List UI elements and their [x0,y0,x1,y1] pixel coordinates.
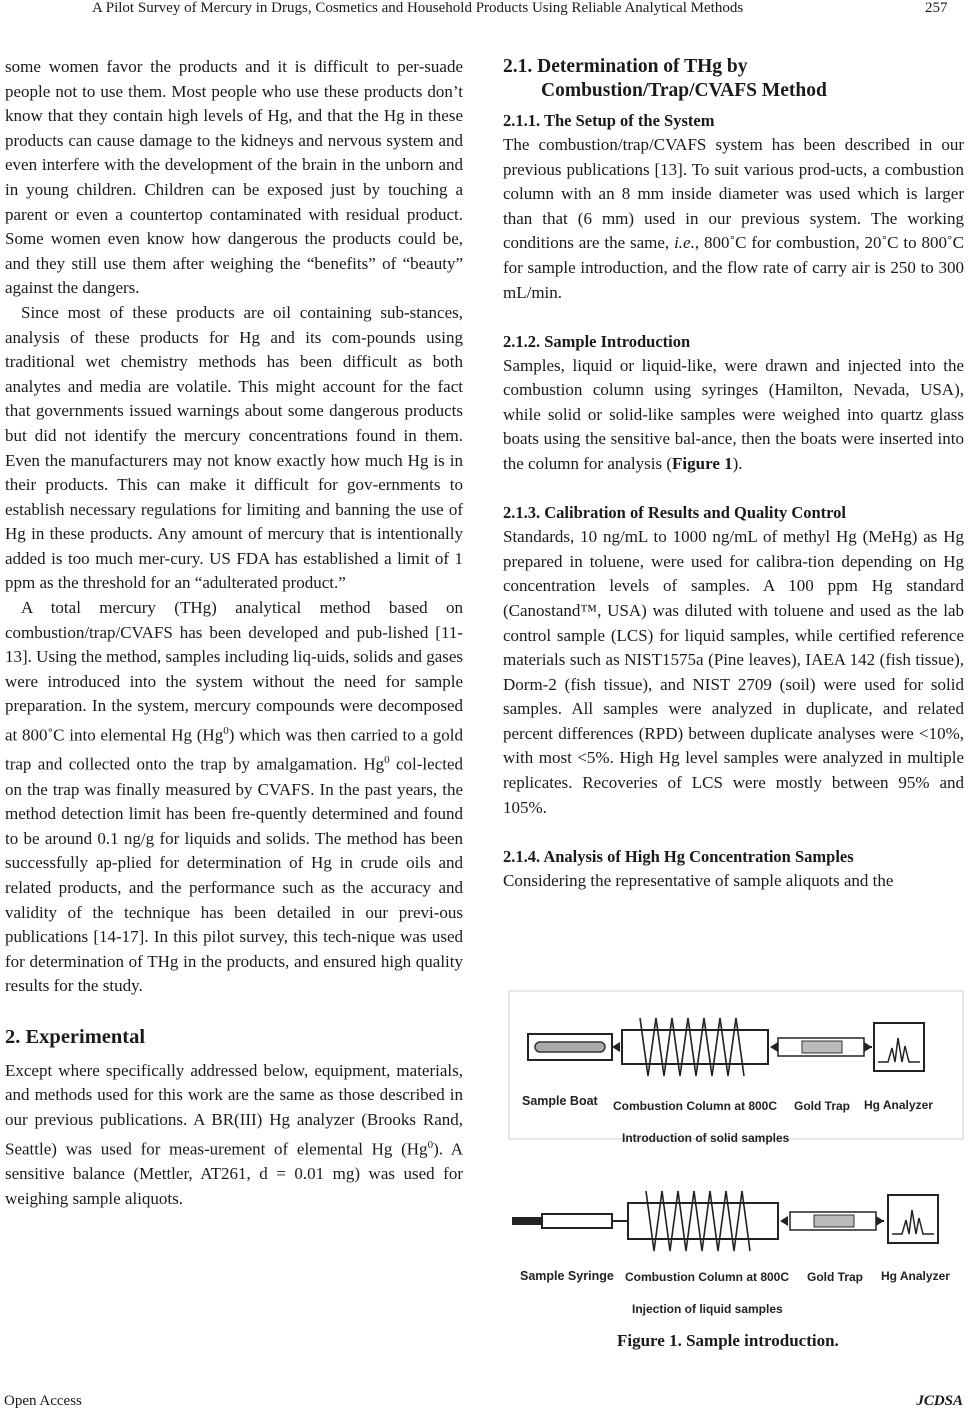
footer-journal: JCDSA [916,1393,963,1409]
left-column [5,55,463,1211]
label-sample-syringe: Sample Syringe [520,1269,614,1283]
label-sample-boat: Sample Boat [522,1094,598,1108]
running-title: A Pilot Survey of Mercury in Drugs, Cosmetics and Household Products Using Reliable Analytical Methods [92,0,744,16]
hg-analyzer-icon [888,1195,938,1243]
paragraph: A total mercury (THg) analytical method based on combustion/trap/CVAFS has been developed and pub-lished [11-13]. Using the method, samples including liq-uids, solids and gases were introduced into the system without the need for sample preparation. In the system, mercury compounds were decomposed at 800˚C into elemental Hg (Hg$^0$) which was then carried to a gold trap and collected onto the trap by amalgamation. Hg$^0$ col-lected on the trap was finally measured by CVAFS. In the past years, the method detection limit has been fre-quently determined and found to be around 0.1 ng/g for liquids and solids. The method has been successfully ap-plied for determination of Hg in crude oils and related products, and the performance such as the accuracy and validity of the technique has been detailed in our previ-ous publications [14-17]. In this pilot survey, this tech-nique was used for determination of THg in the products, and ensured high quality results for the study. [5,598,464,996]
panel-caption-solid: Introduction of solid samples [622,1131,790,1145]
paragraph: Considering the representative of sample aliquots and the [503,870,894,890]
paragraph: Standards, 10 ng/mL to 1000 ng/mL of methyl Hg (MeHg) as Hg prepared in toluene, were used for calibra-tion depending on Hg concentration levels of samples. A 100 ppm Hg standard (Canostand™, USA) was diluted with toluene and used as the lab control sample (LCS) for liquid samples, while certified reference materials such as NIST1575a (Pine leaves), IAEA 142 (fish tissue), Dorm-2 (fish tissue), and NIST 2709 (soil) were used for solid samples. All samples were analyzed in duplicate, and related percent differences (RPD) between duplicate analyses were <10%, with most <5%. High Hg level samples were analyzed in multiple replicates. Recoveries of LCS were mostly between 95% and 105%. [503,527,964,817]
gold-trap-icon [790,1212,876,1230]
subsection-heading-cont: Combustion/Trap/CVAFS Method [541,80,827,101]
paragraph: The combustion/trap/CVAFS system has been described in our previous publications [13]. To suit various prod-ucts, a combustion column with an 8 mm inside diameter was used which is larger than that (6 mm) used in our previous system. The working conditions are the same, i.e., 800˚C for combustion, 20˚C to 800˚C for sample introduction, and the flow rate of carry air is 250 to 300 mL/min. [503,135,964,302]
paragraph: Samples, liquid or liquid-like, were drawn and injected into the combustion column using syringes (Hamilton, Nevada, USA), while solid or solid-like samples were weighed into quartz glass boats using the sensitive bal-ance, then the boats were inserted into the column for analysis (Figure 1). [503,355,964,474]
subsubsection-heading: 2.1.1. The Setup of the System [503,111,715,130]
paragraph: Since most of these products are oil containing sub-stances, analysis of these products for Hg and its com-pounds using traditional wet chemistry methods has been difficult as both analytes and media are volatile. This might account for the fact that governments issued warnings about some dangerous products but did not identify the mercury concentrations found in them. Even the manufacturers may not know exactly how much Hg is in their products. This can make it difficult for gov-ernments to establish necessary regulations for limiting and banning the use of Hg in these products. Any amount of mercury that is intentionally added is too much mer-cury. US FDA has established a limit of 1 ppm as the threshold for an “adulterated product.” [5,302,463,593]
paragraph: Except where specifically addressed below, equipment, materials, and methods used for this work are the same as those described in our previous publications. A BR(III) Hg analyzer (Brooks Rand, Seattle) was used for meas-urement of elemental Hg (Hg$^0$). A sensitive balance (Mettler, AT261, d = 0.01 mg) was used for weighing sample aliquots. [5,1060,463,1208]
section-heading: 2. Experimental [5,1025,146,1048]
label-gold-trap: Gold Trap [794,1099,851,1113]
label-gold-trap: Gold Trap [807,1270,864,1284]
running-header [0,0,969,24]
label-column: Combustion Column at 800C [613,1099,778,1113]
figure-caption: Figure 1. Sample introduction. [617,1331,839,1350]
arrow-icon [876,1216,884,1226]
footer-open-access: Open Access [4,1393,82,1409]
panel-caption-liquid: Injection of liquid samples [632,1302,783,1316]
sample-syringe-icon [512,1214,628,1228]
sample-boat-icon [528,1034,612,1060]
gold-trap-icon [778,1038,864,1056]
label-analyzer: Hg Analyzer [881,1269,950,1283]
figure-1 [508,990,965,1335]
subsection-heading: 2.1. Determination of THg by [503,56,748,77]
subsubsection-heading: 2.1.3. Calibration of Results and Quality Control [503,503,847,523]
label-column: Combustion Column at 800C [625,1270,790,1284]
label-analyzer: Hg Analyzer [864,1098,933,1112]
subsubsection-heading: 2.1.2. Sample Introduction [503,331,691,351]
subsubsection-heading: 2.1.4. Analysis of High Hg Concentration Samples [503,846,854,866]
arrow-icon [780,1216,788,1226]
paragraph: some women favor the products and it is difficult to per-suade people not to use them. Most people who use these products don’t know that they contain high levels of Hg, and that the Hg in these products can cause damage to the kidneys and nervous system and even interfere with the development of the brain in the unborn and in young children. Children can be exposed just by touching a parent or even a countertop contaminated with residual product. Some women even know how dangerous the products could be, and they still use them after weighing the “benefits” of “beauty” against the dangers. [5,57,463,298]
combustion-column-icon [628,1191,778,1251]
hg-analyzer-icon [874,1023,924,1071]
right-column [503,55,964,893]
page-number: 257 [925,0,948,16]
